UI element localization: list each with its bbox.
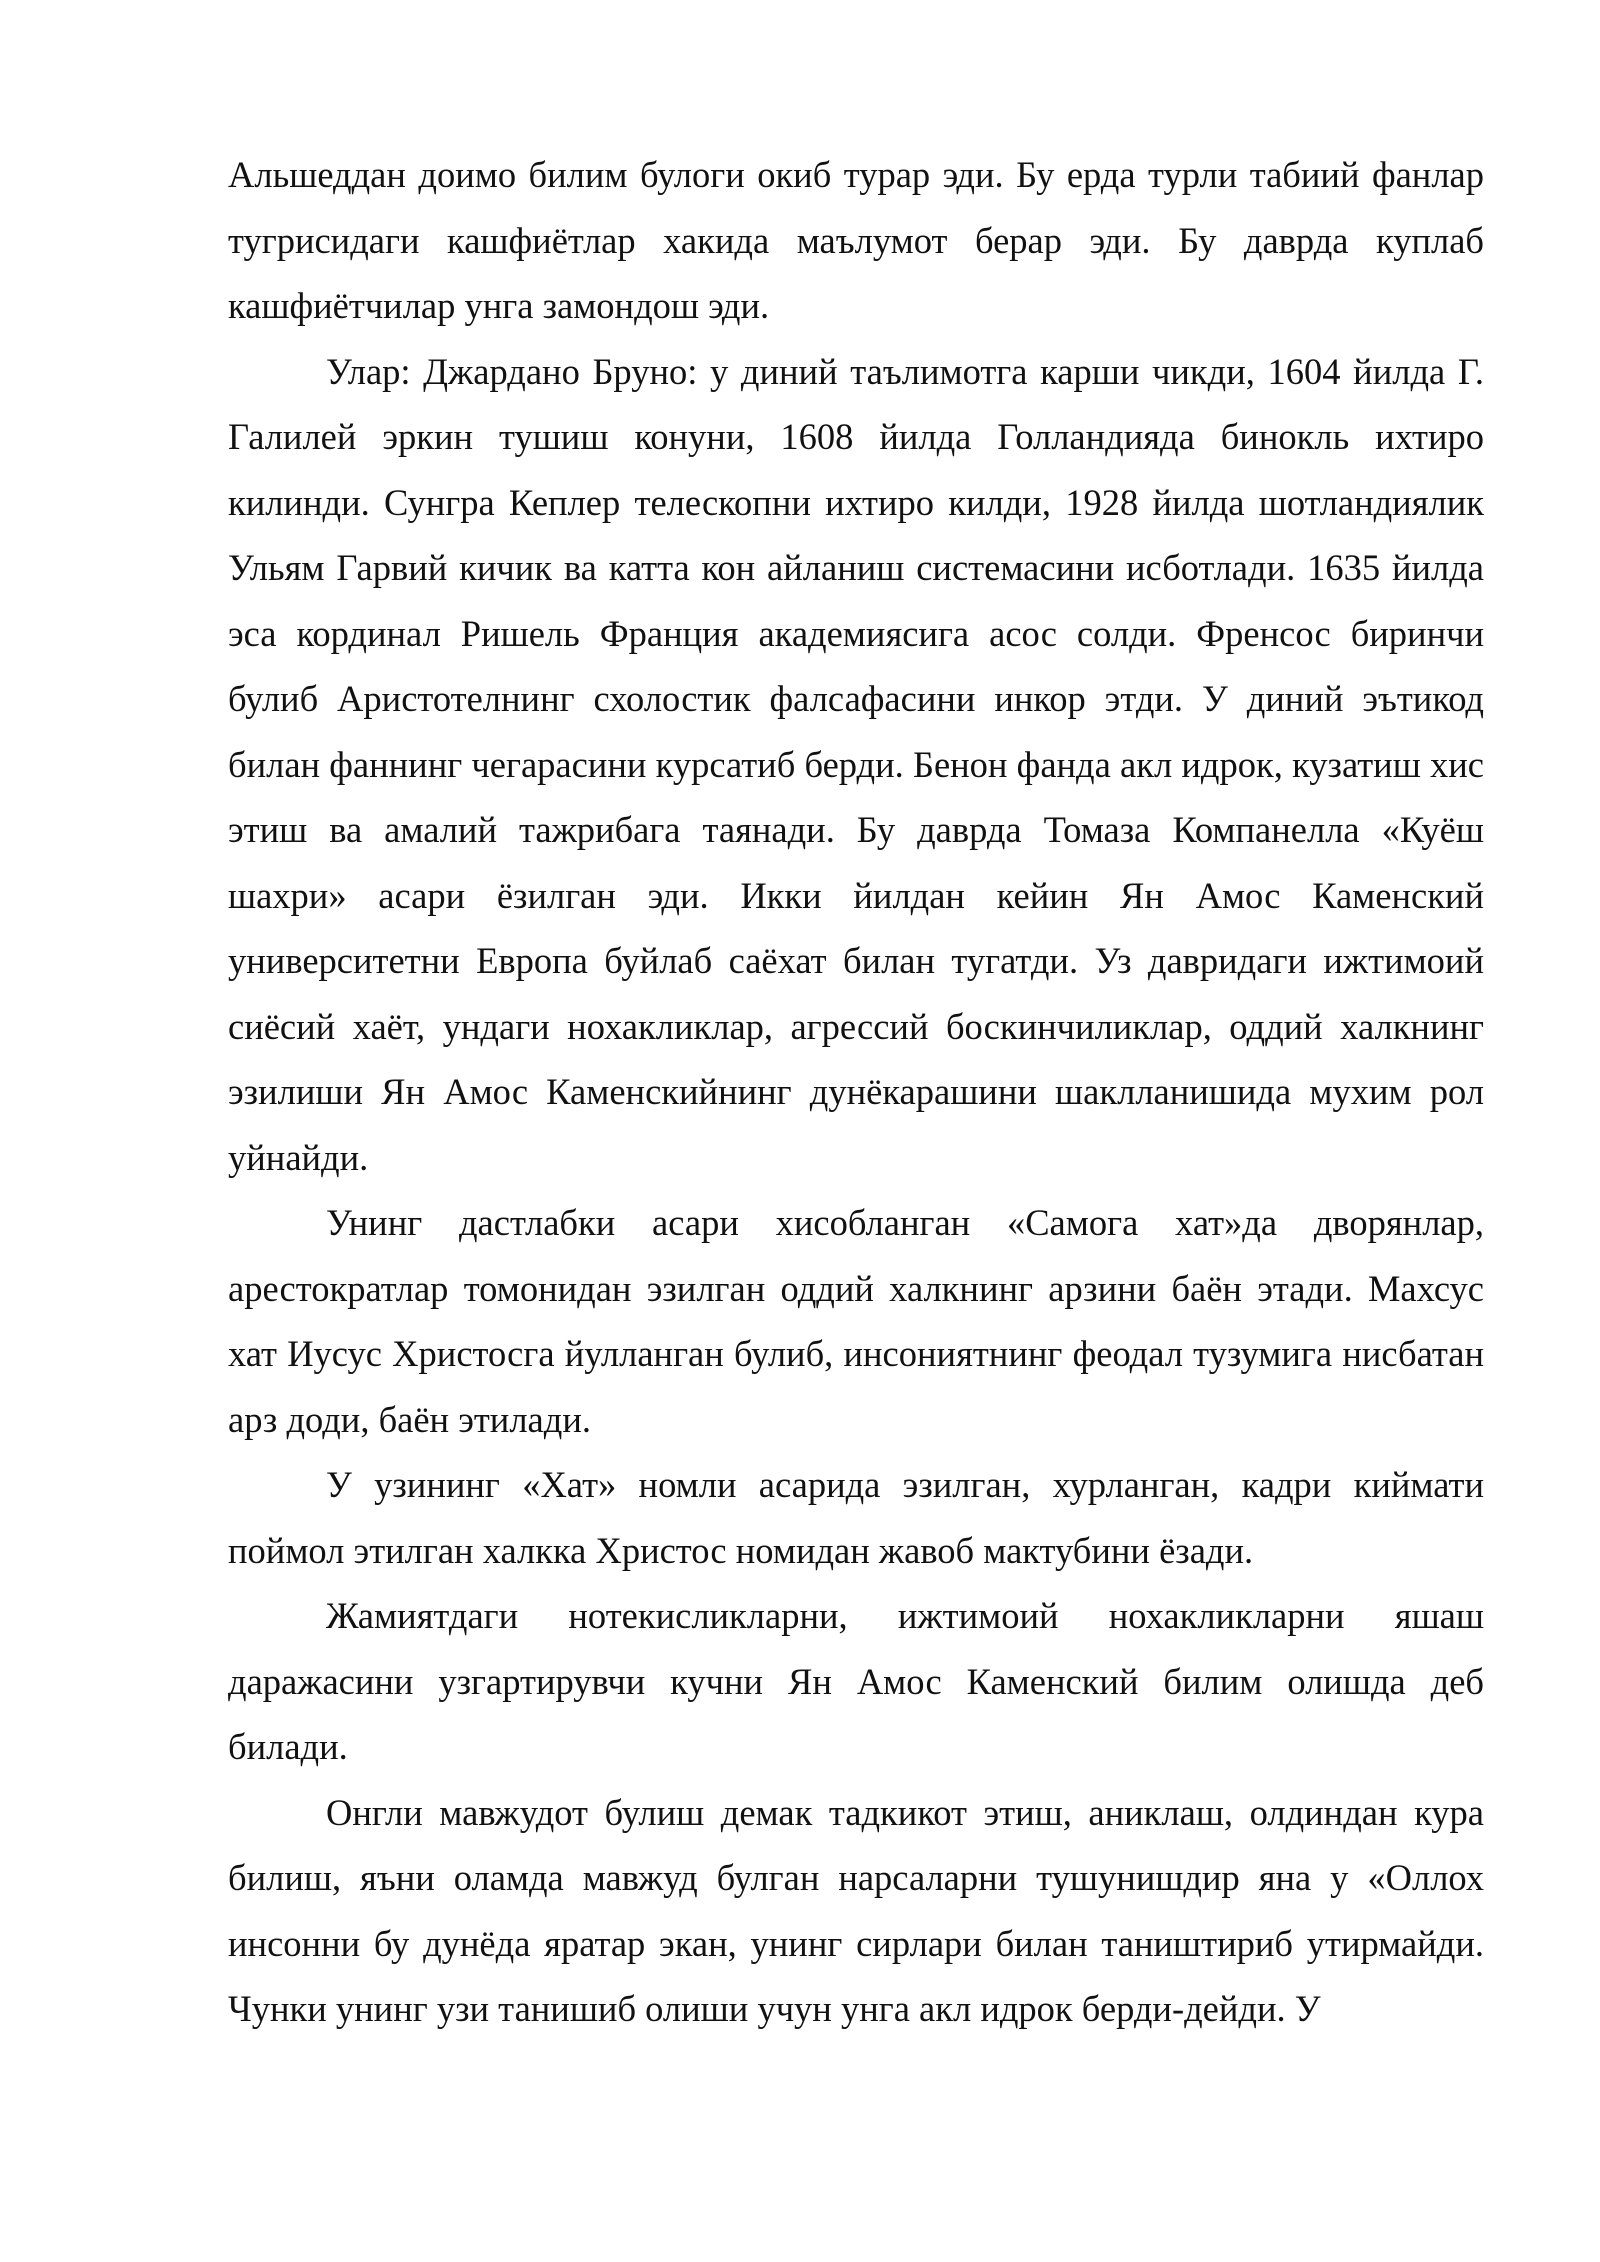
paragraph-2: Улар: Джардано Бруно: у диний таълимотга карши чикди, 1604 йилда Г. Галилей эркин тушиш конуни, 1608 йилда Голландияда бинокль ихтиро килинди. Сунгра Кеплер телескопни ихтиро килди, 1928 йилда шотландиялик Ульям Гарвий кичик ва катта кон айланиш системасини исботлади. 1635 йилда эса кординал Ришель Франция академиясига асос солди. Френсос биринчи булиб Аристотелнинг схолостик фалсафасини инкор этди. У диний эътикод билан фаннинг чегарасини курсатиб берди. Бенон фанда акл идрок, кузатиш хис этиш ва амалий тажрибага таянади. Бу даврда Томаза Компанелла «Куёш шахри» асари ёзилган эди. Икки йилдан кейин Ян Амос Каменский университетни Европа буйлаб саёхат билан тугатди. Уз давридаги ижтимоий сиёсий хаёт, ундаги нохакликлар, агрессий боскинчиликлар, оддий халкнинг эзилиши Ян Амос Каменскийнинг дунёкарашини шаклланишида мухим рол уйнайди. [228,350,1484,1178]
paragraph-6: Онгли мавжудот булиш демак тадкикот этиш, аниклаш, олдиндан кура билиш, яъни оламда мавжуд булган нарсаларни тушунишдир яна у «Оллох инсонни бу дунёда яратар экан, унинг сирлари билан таништириб утирмайди. Чунки унинг узи танишиб олиши учун унга акл идрок берди-дейди. У [228,1791,1484,2029]
paragraph-4: У узининг «Хат» номли асарида эзилган, хурланган, кадри киймати поймол этилган халкка Христос номидан жавоб мактубини ёзади. [228,1464,1484,1571]
paragraph-1: Альшеддан доимо билим булоги окиб турар эди. Бу ерда турли табиий фанлар тугрисидаги кашфиётлар хакида маълумот берар эди. Бу даврда куплаб кашфиётчилар унга замондош эди. [228,154,1484,326]
paragraph-5: Жамиятдаги нотекисликларни, ижтимоий нохакликларни яшаш даражасини узгартирувчи кучни Ян Амос Каменский билим олишда деб билади. [228,1595,1484,1767]
document-page [228,142,1484,2042]
paragraph-3: Унинг дастлабки асари хисобланган «Самога хат»да дворянлар, арестократлар томонидан эзилган оддий халкнинг арзини баён этади. Махсус хат Иусус Христосга йулланган булиб, инсониятнинг феодал тузумига нисбатан арз доди, баён этилади. [228,1202,1484,1440]
